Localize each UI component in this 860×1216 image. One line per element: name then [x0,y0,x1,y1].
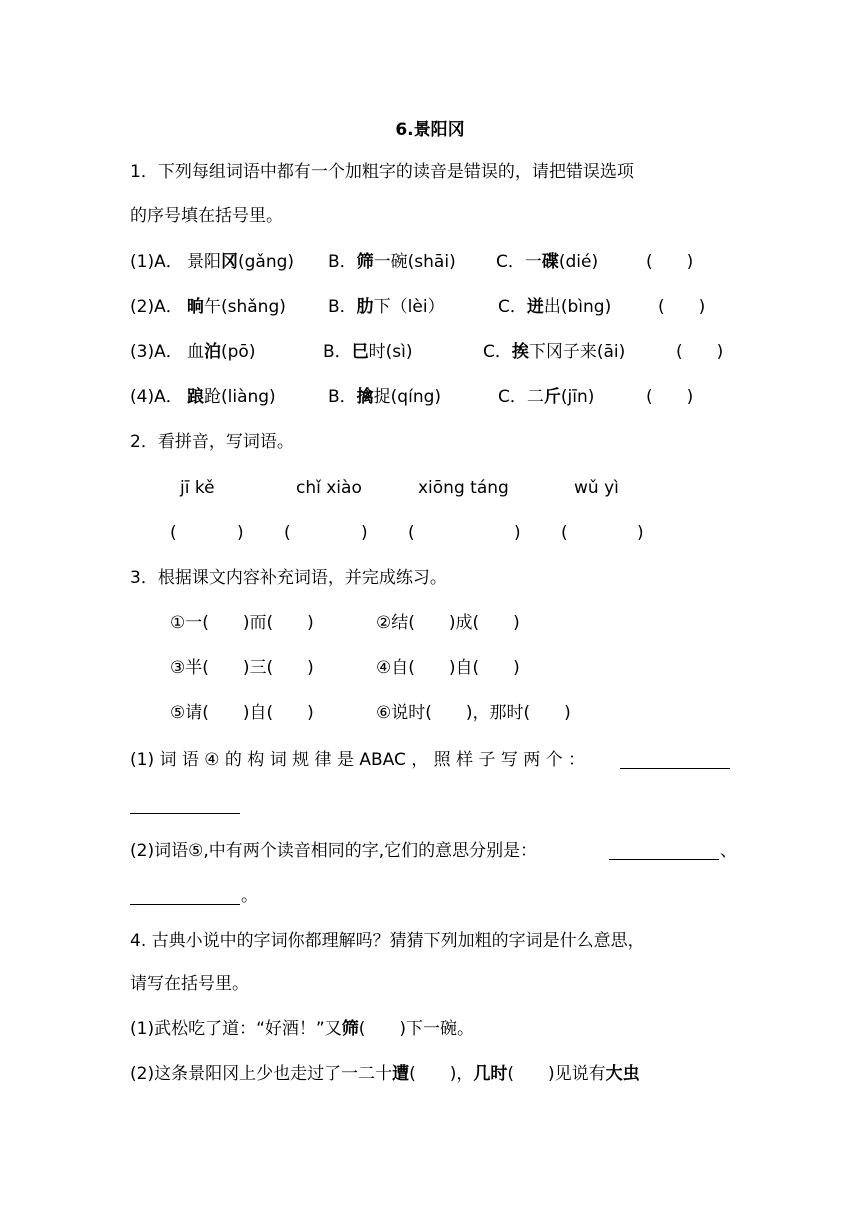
q1-row-2-a-post: 午(shǎng) [204,297,286,317]
q4-s2-blank-1[interactable]: ( )， [409,1064,474,1084]
q1-row-4-c-post: (jīn) [560,387,595,407]
q4-s1-post[interactable]: ( )下一碗。 [358,1019,474,1039]
q1-row-2 [130,295,750,319]
q2-answer-3-close[interactable]: ) [514,523,521,543]
q1-row-1-b-post: 一碗(shāi) [373,252,456,272]
q1-row-2-c-pre: C． [498,297,527,317]
q2-answer-2-close[interactable]: ) [361,523,368,543]
q4-sentence-1 [130,1017,474,1041]
q1-row-4-answer[interactable]: ( ) [646,387,694,407]
q1-row-2-c-post: 出(bìng) [543,297,612,317]
q1-row-4-b-post: 捉(qíng) [373,387,442,407]
q3-sub1-blank-1[interactable] [620,768,730,769]
q3-item-6[interactable]: ⑥说时( )，那时( ) [376,703,571,723]
q1-row-4-c-pre: C．二 [498,387,544,407]
q4-s2-blank-2[interactable]: ( )见说有 [507,1064,606,1084]
q1-row-3-c-bold: 挨 [511,342,529,362]
q1-stem-line1: 1．下列每组词语中都有一个加粗字的读音是错误的，请把错误选项 [130,162,634,182]
q4-stem-line2: 请写在括号里。 [130,974,249,994]
page-title: 6.景阳冈 [395,120,465,140]
q3-sub2-end: 。 [241,886,258,906]
q1-row-3-b-pre: B． [323,342,352,362]
q3-sub1-blank-2[interactable] [130,813,240,814]
q1-row-4-num: (4)A． [130,387,183,407]
q1-row-3-answer[interactable]: ( ) [676,342,724,362]
q1-row-1 [130,250,750,274]
q2-answer-4-open[interactable]: ( [561,523,568,543]
q1-row-1-c-pre: C．一 [496,252,542,272]
q2-answer-1-open[interactable]: ( [170,523,177,543]
q1-row-3-b-post: 时(sì) [368,342,413,362]
q1-row-4-b-pre: B． [328,387,357,407]
q3-sub2-text: (2)词语⑤,中有两个读音相同的字,它们的意思分别是： [130,841,538,861]
q3-stem: 3．根据课文内容补充词语，并完成练习。 [130,568,447,588]
q1-row-4-a-bold: 踉 [187,387,204,407]
q2-pinyin-2: chǐ xiào [296,478,362,498]
q1-row-2-b-post: 下（lèi） [373,297,445,317]
q1-row-2-num: (2)A． [130,297,183,317]
q1-row-3-c-pre: C． [483,342,512,362]
q3-item-3[interactable]: ③半( )三( ) [170,658,314,678]
q2-pinyin-1: jī kě [180,478,215,498]
q1-row-1-c-bold: 碟 [541,252,559,272]
q3-sub2-blank-1[interactable] [609,859,719,860]
q3-item-4[interactable]: ④自( )自( ) [376,658,520,678]
q2-pinyin-4: wǔ yì [574,478,619,498]
q1-row-3 [130,340,750,364]
q1-row-1-a-bold: 冈 [221,252,238,272]
q1-row-1-c-post: (dié) [558,252,599,272]
q2-answer-2-open[interactable]: ( [284,523,291,543]
q1-row-3-b-bold: 巳 [351,342,369,362]
q4-s2-pre: (2)这条景阳冈上少也走过了一二十 [130,1064,393,1084]
q1-row-1-num: (1)A． [130,252,183,272]
q1-row-2-c-bold: 迸 [526,297,544,317]
q1-row-1-answer[interactable]: ( ) [646,252,694,272]
q1-row-4 [130,385,750,409]
q1-row-3-a-bold: 泊 [204,342,221,362]
q4-s1-bold: 筛 [341,1019,359,1039]
q1-row-1-a-pre: 景阳 [187,252,221,272]
q1-stem-line2: 的序号填在括号里。 [130,206,283,226]
q1-row-1-b-bold: 筛 [356,252,374,272]
q4-s2-bold-2: 几时 [473,1064,508,1084]
q2-answer-3-open[interactable]: ( [408,523,415,543]
q3-sub2-sep: 、 [720,841,737,861]
q1-row-3-c-post: 下冈子来(āi) [528,342,626,362]
q1-row-4-c-bold: 斤 [543,387,561,407]
q3-item-2[interactable]: ②结( )成( ) [376,613,520,633]
q2-answer-4-close[interactable]: ) [637,523,644,543]
q1-row-3-a-post: (pō) [221,342,256,362]
q1-row-2-b-pre: B． [328,297,357,317]
q1-row-3-a-pre: 血 [187,342,204,362]
q3-item-5[interactable]: ⑤请( )自( ) [170,703,314,723]
q1-row-4-a-post: 跄(liàng) [204,387,276,407]
q4-stem-line1: 4. 古典小说中的字词你都理解吗？猜猜下列加粗的字词是什么意思， [130,931,645,951]
q1-row-2-a-bold: 晌 [187,297,204,317]
q2-pinyin-3: xiōng táng [418,478,509,498]
q3-sub2-blank-2[interactable] [130,904,240,905]
q1-row-2-b-bold: 肋 [356,297,374,317]
q1-row-1-b-pre: B． [328,252,357,272]
q4-sentence-2 [130,1062,640,1086]
q1-row-4-b-bold: 擒 [356,387,374,407]
q4-s2-bold-1: 遭 [392,1064,410,1084]
q3-sub1-text: (1) 词 语 ④ 的 构 词 规 律 是 ABAC ， 照 样 子 写 两 个 ： [130,750,586,770]
q4-s2-bold-3: 大虫 [605,1064,640,1084]
q1-row-1-a-post: (gǎng) [238,252,295,272]
q4-s1-pre: (1)武松吃了道：“好酒！”又 [130,1019,342,1039]
q1-row-3-num: (3)A． [130,342,183,362]
q2-stem: 2．看拼音，写词语。 [130,432,294,452]
q1-row-2-answer[interactable]: ( ) [658,297,706,317]
q3-item-1[interactable]: ①一( )而( ) [170,613,314,633]
q2-answer-1-close[interactable]: ) [237,523,244,543]
